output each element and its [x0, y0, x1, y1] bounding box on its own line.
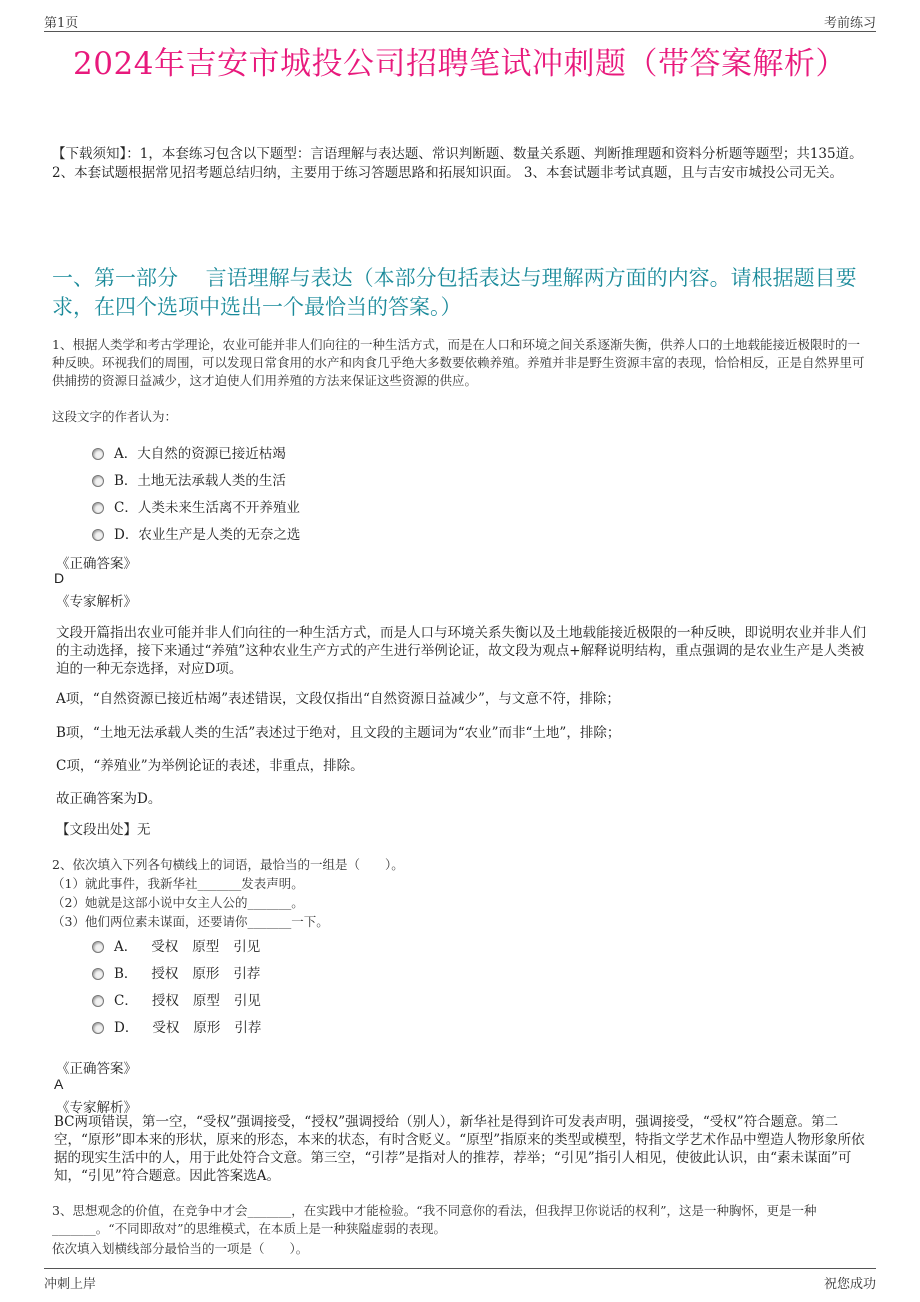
q1-analysis-label: 《专家解析》 — [56, 594, 137, 610]
q1-option-d[interactable]: D．农业生产是人类的无奈之选 — [92, 523, 300, 543]
radio-icon[interactable] — [92, 1022, 104, 1034]
footer-left: 冲刺上岸 — [44, 1277, 97, 1292]
section-heading: 一、第一部分 言语理解与表达（本部分包括表达与理解两方面的内容。请根据题目要求，在四个选项中选出一个最恰当的答案。） — [52, 266, 857, 319]
header-divider — [44, 31, 876, 32]
question-2-sub: （3）他们两位素未谋面，还要请你_______一下。 — [52, 914, 329, 929]
radio-icon[interactable] — [92, 448, 104, 460]
radio-icon[interactable] — [92, 995, 104, 1007]
radio-icon[interactable] — [92, 475, 104, 487]
page-number: 第1页 — [44, 16, 79, 31]
question-1-text: 1、根据人类学和考古学理论，农业可能并非人们向往的一种生活方式，而是在人口和环境之间关系逐渐失衡，供养人口的土地载能接近极限时的一种反映。环视我们的周围，可以发现日常食用的水产和肉食几乎绝大多数要依赖养殖。养殖并非是野生资源丰富的表现，恰恰相反，正是自然界里可供捕捞的资源日益减少，这才迫使人们用养殖的方法来保证这些资源的供应。 — [52, 337, 865, 388]
q1-analysis-para: B项，“土地无法承载人类的生活”表述过于绝对，且文段的主题词为“农业”而非“土地”，排除； — [56, 725, 621, 741]
q1-option-b[interactable]: B．土地无法承载人类的生活 — [92, 469, 286, 489]
footer-right: 祝您成功 — [823, 1277, 876, 1292]
q2-answer-label: 《正确答案》 — [56, 1061, 137, 1077]
q1-answer: D — [54, 570, 65, 586]
q1-analysis-para: 文段开篇指出农业可能并非人们向往的一种生活方式，而是人口与环境关系失衡以及土地载能接近极限的一种反映，即说明农业并非人们的主动选择，接下来通过“养殖”这种农业生产方式的产生进行举例论证，故文段为观点+解释说明结构，重点强调的是农业生产是人类被迫的一种无奈选择，对应D项。 — [56, 625, 866, 677]
question-3-text: 3、思想观念的价值，在竞争中才会_______，在实践中才能检验。“我不同意你的看法，但我捍卫你说话的权利”，这是一种胸怀，更是一种_______。“不同即敌对”的思维模式，在本质上是一种狭隘虚弱的表现。 — [52, 1203, 817, 1236]
q1-option-c[interactable]: C．人类未来生活离不开养殖业 — [92, 496, 300, 516]
q2-option-a[interactable]: A． 受权 原型 引见 — [92, 935, 260, 955]
radio-icon[interactable] — [92, 502, 104, 514]
question-1-stem: 这段文字的作者认为： — [52, 409, 178, 424]
header-tag: 考前练习 — [823, 16, 876, 31]
footer-divider — [44, 1268, 876, 1269]
q1-answer-label: 《正确答案》 — [56, 556, 137, 572]
q2-analysis-label: 《专家解析》 — [56, 1100, 137, 1116]
radio-icon[interactable] — [92, 968, 104, 980]
q2-option-c[interactable]: C． 授权 原型 引见 — [92, 989, 261, 1009]
q2-option-b[interactable]: B． 授权 原形 引荐 — [92, 962, 260, 982]
page-title: 2024年吉安市城投公司招聘笔试冲刺题（带答案解析） — [73, 46, 847, 82]
radio-icon[interactable] — [92, 529, 104, 541]
q2-analysis: BC两项错误，第一空，“受权”强调接受，“授权”强调授给（别人），新华社是得到许可发表声明，强调接受，“受权”符合题意。第二空，“原形”即本来的形状，原来的形态，本来的状态，有时含贬义。“原型”指原来的类型或模型，特指文学艺术作品中塑造人物形象所依据的现实生活中的人，用于此处符合文意。第三空，“引荐”是指对人的推荐，荐举；“引见”指引人相见，使彼此认识，由“素未谋面”可知，“引见”符合题意。因此答案选A。 — [54, 1114, 865, 1184]
q1-analysis-para: C项，“养殖业”为举例论证的表述，非重点，排除。 — [56, 758, 364, 774]
q1-option-a[interactable]: A．大自然的资源已接近枯竭 — [92, 442, 286, 462]
radio-icon[interactable] — [92, 941, 104, 953]
q1-analysis-para: 故正确答案为D。 — [56, 791, 162, 807]
download-notice: 【下载须知】：1，本套练习包含以下题型：言语理解与表达题、常识判断题、数量关系题、判断推理题和资料分析题等题型；共135道。 2、本套试题根据常见招考题总结归纳，主要用于练习答题思路和拓展知识面。 3、本套试题非考试真题，且与吉安市城投公司无关。 — [52, 146, 863, 181]
q1-analysis-para: A项，“自然资源已接近枯竭”表述错误，文段仅指出“自然资源日益减少”，与文意不符，排除； — [56, 691, 620, 707]
question-2-sub: （2）她就是这部小说中女主人公的_______。 — [52, 895, 304, 910]
question-2-sub: （1）就此事件，我新华社_______发表声明。 — [52, 876, 304, 891]
question-3-stem: 依次填入划横线部分最恰当的一项是（ ）。 — [52, 1241, 309, 1256]
q2-answer: A — [54, 1076, 64, 1092]
q1-source: 【文段出处】无 — [56, 822, 151, 838]
question-2-text: 2、依次填入下列各句横线上的词语，最恰当的一组是（ ）。 — [52, 857, 404, 872]
q2-option-d[interactable]: D． 受权 原形 引荐 — [92, 1016, 261, 1036]
